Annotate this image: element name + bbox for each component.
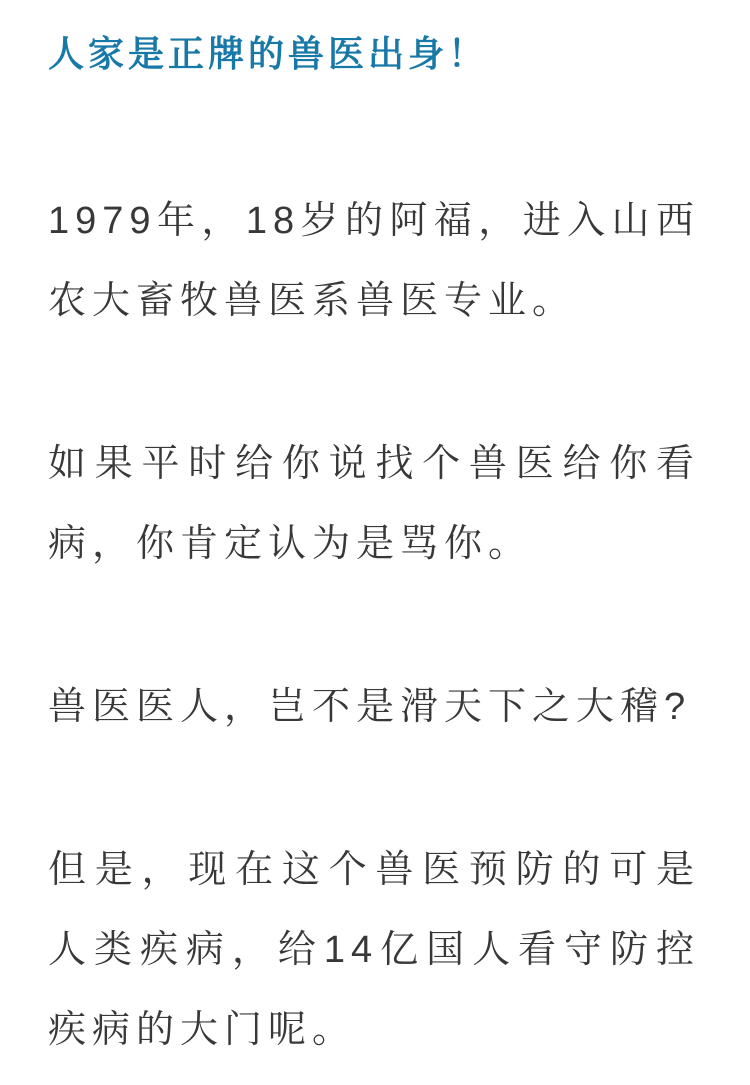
- article-paragraph: 兽医医人，岂不是滑天下之大稽?: [48, 686, 692, 728]
- article-heading: 人家是正牌的兽医出身！: [48, 33, 489, 74]
- article-paragraph: 但是，现在这个兽医预防的可是人类疾病，给14亿国人看守防控疾病的大门呢。: [48, 849, 700, 1051]
- article-paragraph: 如果平时给你说找个兽医给你看病，你肯定认为是骂你。: [48, 443, 700, 565]
- article-paragraph: 1979年，18岁的阿福，进入山西农大畜牧兽医系兽医专业。: [48, 200, 700, 322]
